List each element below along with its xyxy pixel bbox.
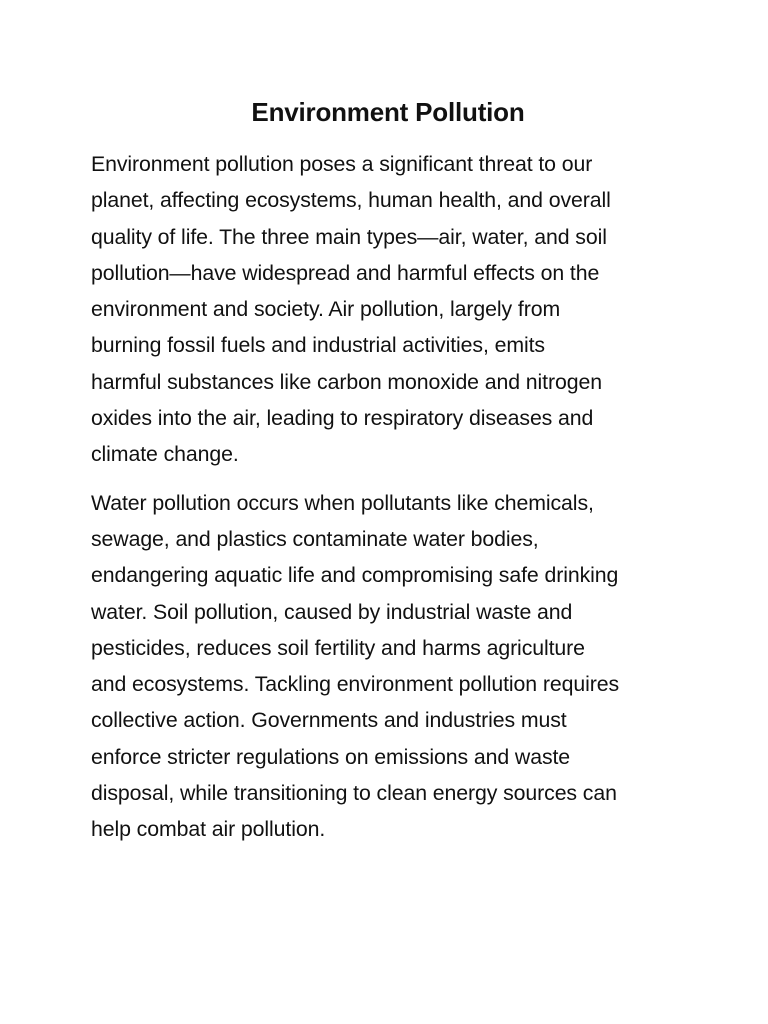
paragraph-line: collective action. Governments and industries must xyxy=(91,708,567,733)
paragraph-2 xyxy=(91,485,691,848)
paragraph-line: Environment pollution poses a significant threat to our xyxy=(91,152,593,176)
paragraph-line: sewage, and plastics contaminate water bodies, xyxy=(91,526,539,551)
paragraph-line: oxides into the air, leading to respiratory diseases and xyxy=(91,406,594,431)
paragraph-line: harmful substances like carbon monoxide and nitrogen xyxy=(91,369,602,394)
paragraph-line: Water pollution occurs when pollutants like chemicals, xyxy=(91,490,594,515)
paragraph-line: and ecosystems. Tackling environment pollution requires xyxy=(91,672,619,697)
paragraph-line: quality of life. The three main types—air, water, and soil xyxy=(91,224,607,249)
paragraph-line: pesticides, reduces soil fertility and harms agriculture xyxy=(91,635,585,660)
paragraph-line: endangering aquatic life and compromising safe drinking xyxy=(91,563,619,588)
paragraph-line: disposal, while transitioning to clean energy sources can xyxy=(91,781,617,806)
paragraph-line: climate change. xyxy=(91,442,239,467)
paragraph-line: environment and society. Air pollution, largely from xyxy=(91,297,561,322)
paragraph-line: planet, affecting ecosystems, human health, and overall xyxy=(91,188,611,213)
document-body xyxy=(91,146,691,848)
paragraph-line: burning fossil fuels and industrial activities, emits xyxy=(91,333,545,358)
paragraph-line: help combat air pollution. xyxy=(91,817,326,842)
paragraph-1 xyxy=(91,146,691,473)
paragraph-line: enforce stricter regulations on emissions and waste xyxy=(91,744,571,769)
paragraph-line: pollution—have widespread and harmful effects on the xyxy=(91,260,600,285)
document-title: Environment Pollution xyxy=(251,97,525,127)
paragraph-line: water. Soil pollution, caused by industrial waste and xyxy=(91,599,573,624)
